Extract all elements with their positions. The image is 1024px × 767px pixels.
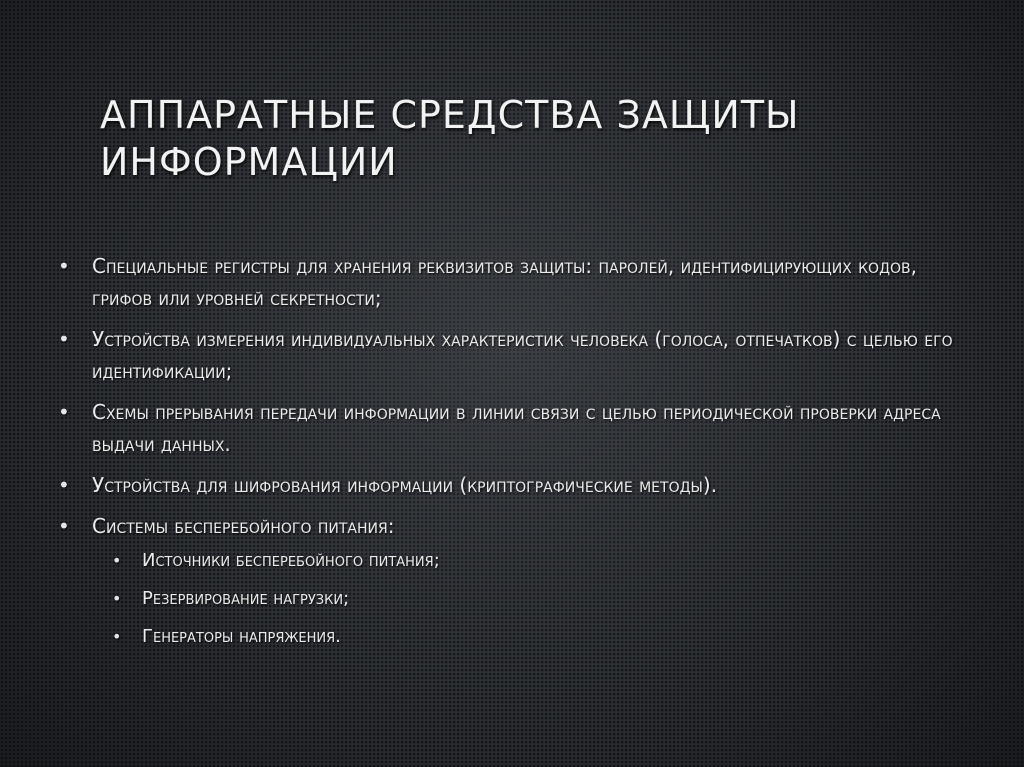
bullet-item (58, 323, 978, 387)
sub-bullet-icon: • (112, 589, 122, 608)
sub-bullet-text: Генераторы напряжения. (142, 626, 341, 647)
sub-bullet-text: Источники бесперебойного питания; (142, 550, 440, 571)
sub-bullet-icon: • (112, 627, 122, 646)
bullet-icon: • (58, 327, 70, 351)
sub-bullet-icon: • (112, 551, 122, 570)
sub-bullet-item (112, 546, 978, 576)
bullet-list (58, 250, 978, 661)
bullet-text: Устройства для шифрования информации (криптографические методы). (92, 473, 718, 497)
bullet-text: Схемы прерывания передачи информации в линии связи с целью периодической проверки адреса выдачи данных. (92, 400, 941, 456)
bullet-item (58, 250, 978, 314)
bullet-item (58, 469, 978, 501)
slide-title: АППАРАТНЫЕ СРЕДСТВА ЗАЩИТЫ ИНФОРМАЦИИ (100, 93, 800, 184)
bullet-item (58, 510, 978, 652)
bullet-icon: • (58, 473, 70, 497)
bullet-text: Специальные регистры для хранения реквизитов защиты: паролей, идентифицирующих кодов, грифов или уровней секретности; (92, 254, 917, 310)
sub-bullet-list (92, 546, 978, 652)
sub-bullet-item (112, 584, 978, 614)
sub-bullet-text: Резервирование нагрузки; (142, 588, 350, 609)
sub-bullet-item (112, 622, 978, 652)
bullet-text: Системы бесперебойного питания: (92, 514, 395, 538)
bullet-item (58, 396, 978, 460)
bullet-icon: • (58, 514, 70, 538)
bullet-icon: • (58, 254, 70, 278)
bullet-text: Устройства измерения индивидуальных характеристик человека (голоса, отпечатков) с целью его идентификации; (92, 327, 953, 383)
bullet-icon: • (58, 400, 70, 424)
